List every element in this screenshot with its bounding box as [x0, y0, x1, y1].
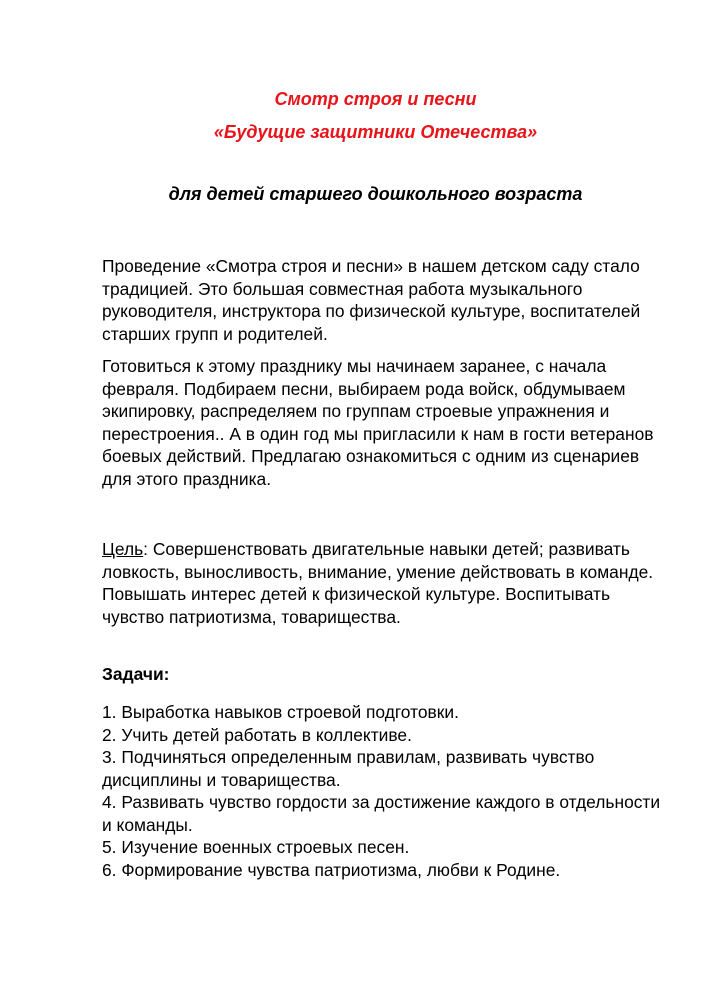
goal-text: Совершенствовать двигательные навыки детей; развивать ловкость, выносливость, внимание, умение действовать в команде. Повышать интерес детей к физической культуре. Воспитывать чувство патриотизма, товарищества. — [102, 539, 654, 627]
task-item: 3. Подчиняться определенным правилам, развивать чувство дисциплины и товарищества. — [102, 747, 595, 790]
task-item: 4. Развивать чувство гордости за достижение каждого в отдельности и команды. — [102, 792, 661, 835]
goal-separator: : — [143, 539, 149, 559]
task-item: 2. Учить детей работать в коллективе. — [102, 724, 412, 745]
tasks-heading: Задачи: — [102, 664, 170, 684]
preparation-paragraph: Готовиться к этому празднику мы начинаем заранее, с начала февраля. Подбираем песни, выбираем рода войск, обдумываем экипировку, распределяем по группам строевые упражнения и перестроения.. А в один год мы пригласили к нам в гости ветеранов боевых действий. Предлагаю ознакомиться с одним из сценариев для этого праздника. — [102, 356, 654, 489]
tasks-list — [102, 701, 662, 881]
task-item: 1. Выработка навыков строевой подготовки. — [102, 702, 459, 722]
subtitle: для детей старшего дошкольного возраста — [168, 184, 583, 204]
goal-label: Цель — [102, 539, 144, 559]
intro-paragraph: Проведение «Смотра строя и песни» в нашем детском саду стало традицией. Это большая совместная работа музыкального руководителя, инструктора по физической культуре, воспитателей старших групп и родителей. — [102, 256, 641, 344]
task-item: 6. Формирование чувства патриотизма, любви к Родине. — [102, 859, 561, 880]
title-line-1: Смотр строя и песни — [274, 89, 477, 109]
title-line-2: «Будущие защитники Отечества» — [213, 122, 538, 142]
task-item: 5. Изучение военных строевых песен. — [102, 837, 410, 857]
goal-paragraph — [102, 538, 662, 628]
